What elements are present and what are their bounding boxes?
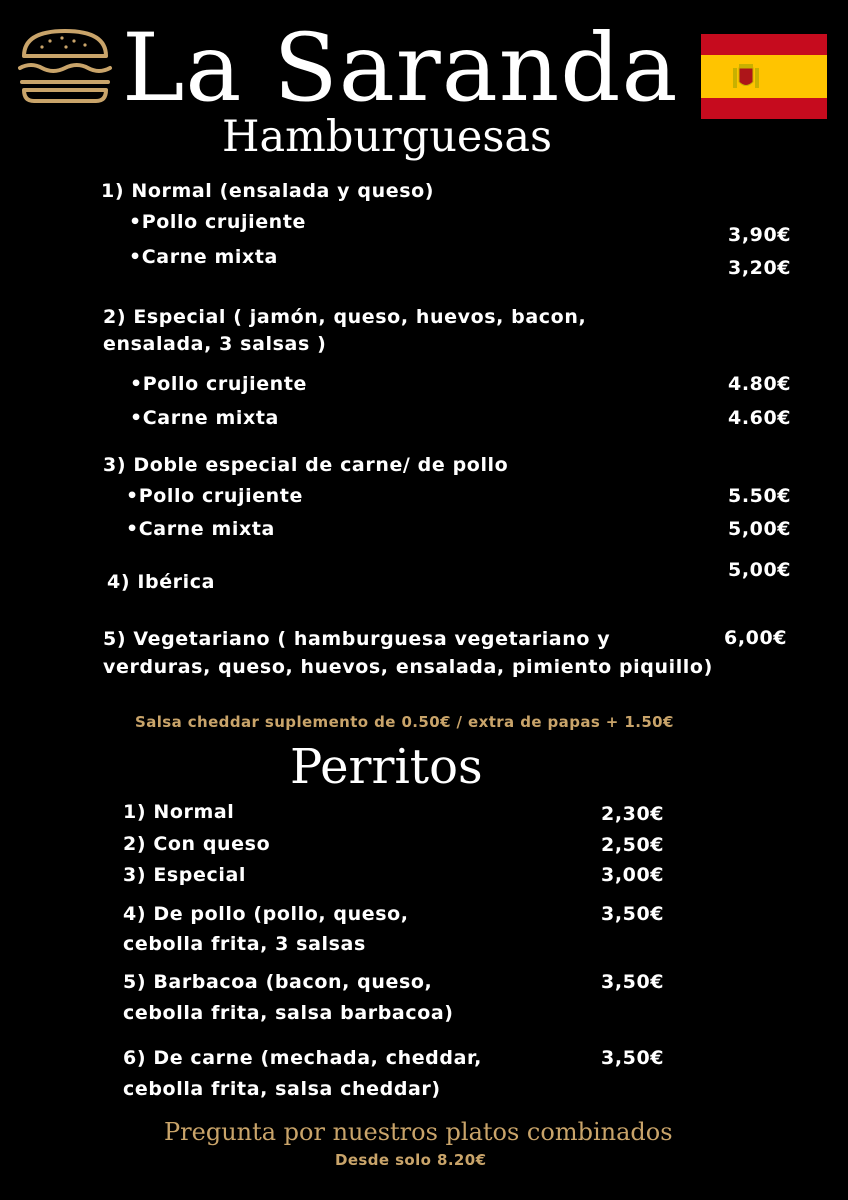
perrito-2-price: 2,50€ — [601, 834, 665, 856]
item4-price: 5,00€ — [728, 559, 792, 581]
perrito-3-name: 3) Especial — [123, 864, 247, 886]
perrito-6-name-line1: 6) De carne (mechada, cheddar, — [123, 1047, 482, 1069]
supplement-note: Salsa cheddar suplemento de 0.50€ / extra de papas + 1.50€ — [135, 713, 674, 731]
footer-price-note: Desde solo 8.20€ — [335, 1151, 487, 1169]
perrito-4-name-line2: cebolla frita, 3 salsas — [123, 933, 366, 955]
spain-flag — [701, 34, 827, 119]
item3-option-pollo: •Pollo crujiente — [126, 485, 303, 507]
item1-title: 1) Normal (ensalada y queso) — [101, 180, 435, 202]
footer-combinados: Pregunta por nuestros platos combinados — [164, 1118, 673, 1146]
spain-flag-icon — [701, 34, 827, 119]
item3-option-carne: •Carne mixta — [126, 518, 275, 540]
restaurant-title: La Saranda — [122, 14, 679, 123]
item2-title-line1: 2) Especial ( jamón, queso, huevos, bacon, — [103, 306, 587, 328]
item5-price: 6,00€ — [724, 627, 788, 649]
item1-price-pollo: 3,90€ — [728, 224, 792, 246]
perrito-5-price: 3,50€ — [601, 971, 665, 993]
item4-title: 4) Ibérica — [107, 571, 216, 593]
item2-option-carne: •Carne mixta — [130, 407, 279, 429]
section-title-perritos: Perritos — [290, 739, 483, 795]
item2-title-line2: ensalada, 3 salsas ) — [103, 333, 327, 355]
perrito-5-name-line2: cebolla frita, salsa barbacoa) — [123, 1002, 454, 1024]
item2-price-pollo: 4.80€ — [728, 373, 792, 395]
item1-option-pollo: •Pollo crujiente — [129, 211, 306, 233]
item2-price-carne: 4.60€ — [728, 407, 792, 429]
perrito-2-name: 2) Con queso — [123, 833, 271, 855]
item1-price-carne: 3,20€ — [728, 257, 792, 279]
item5-title-line1: 5) Vegetariano ( hamburguesa vegetariano y — [103, 628, 611, 650]
burger-logo — [16, 28, 114, 104]
item3-price-carne: 5,00€ — [728, 518, 792, 540]
burger-icon — [16, 28, 114, 104]
perrito-6-price: 3,50€ — [601, 1047, 665, 1069]
section-title-hamburguesas: Hamburguesas — [222, 112, 553, 162]
perrito-4-price: 3,50€ — [601, 903, 665, 925]
perrito-3-price: 3,00€ — [601, 864, 665, 886]
perrito-5-name-line1: 5) Barbacoa (bacon, queso, — [123, 971, 433, 993]
item3-price-pollo: 5.50€ — [728, 485, 792, 507]
perrito-4-name-line1: 4) De pollo (pollo, queso, — [123, 903, 409, 925]
item2-option-pollo: •Pollo crujiente — [130, 373, 307, 395]
item3-title: 3) Doble especial de carne/ de pollo — [103, 454, 509, 476]
item5-title-line2: verduras, queso, huevos, ensalada, pimiento piquillo) — [103, 656, 713, 678]
item1-option-carne: •Carne mixta — [129, 246, 278, 268]
perrito-6-name-line2: cebolla frita, salsa cheddar) — [123, 1078, 441, 1100]
perrito-1-price: 2,30€ — [601, 803, 665, 825]
perrito-1-name: 1) Normal — [123, 801, 235, 823]
